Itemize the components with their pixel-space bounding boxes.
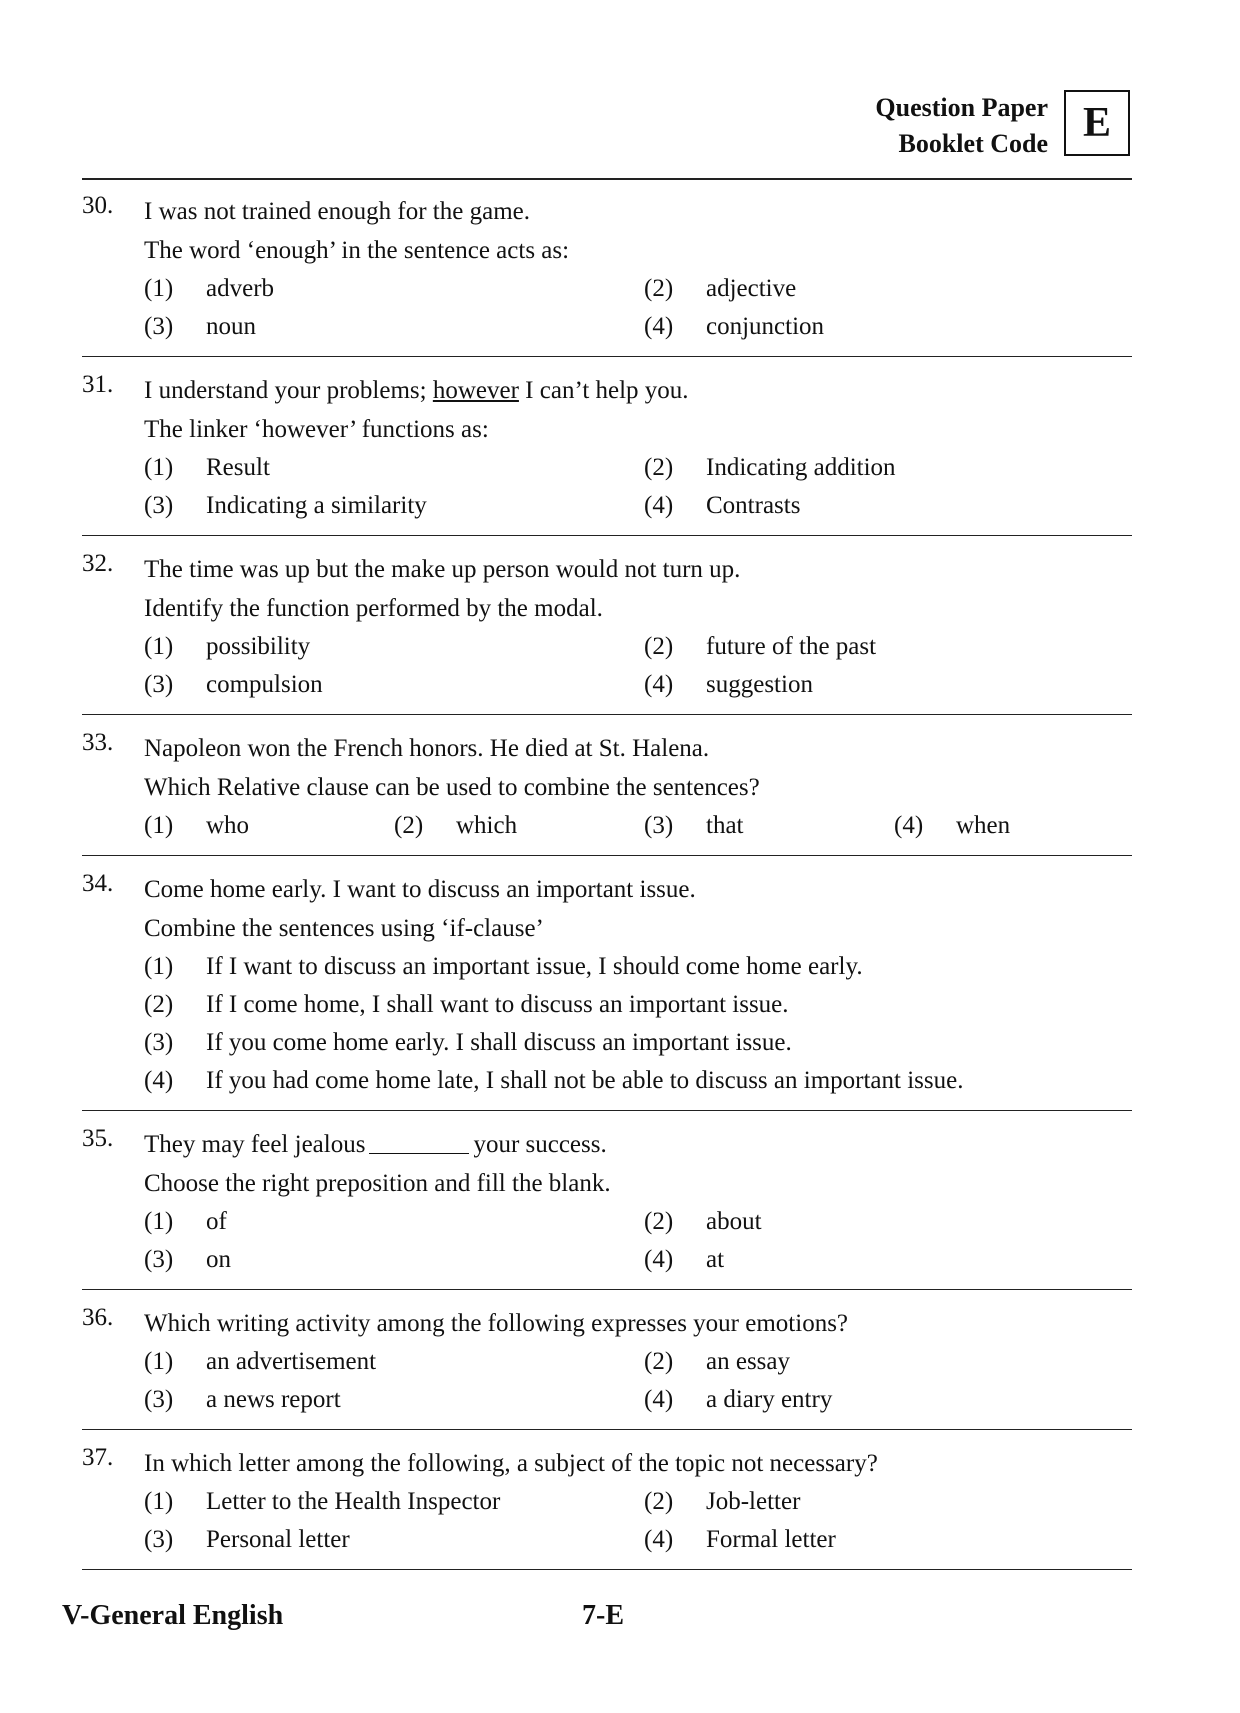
option-text: adjective xyxy=(706,275,797,302)
option-number: (4) xyxy=(644,1526,674,1553)
option-number: (2) xyxy=(394,812,424,839)
option-3[interactable] xyxy=(144,1241,644,1279)
option-text: about xyxy=(706,1208,762,1235)
option-text: that xyxy=(706,812,744,839)
option-number: (1) xyxy=(144,275,174,302)
question-32 xyxy=(82,536,1132,715)
option-number: (3) xyxy=(644,812,674,839)
label-line-1: Question Paper xyxy=(875,93,1048,122)
option-2[interactable] xyxy=(644,1343,1144,1381)
option-text: an advertisement xyxy=(206,1348,377,1375)
option-number: (2) xyxy=(644,633,674,660)
option-4[interactable] xyxy=(644,308,1144,346)
option-text: future of the past xyxy=(706,633,877,660)
option-3[interactable] xyxy=(144,1521,644,1559)
question-stem: Come home early. I want to discuss an important issue. xyxy=(144,876,696,903)
option-4[interactable] xyxy=(644,1521,1144,1559)
question-34 xyxy=(82,856,1132,1111)
option-number: (1) xyxy=(144,1488,174,1515)
option-text: an essay xyxy=(706,1348,790,1375)
option-text: If you come home early. I shall discuss an important issue. xyxy=(206,1029,792,1056)
option-text: on xyxy=(206,1246,231,1273)
question-number: 34. xyxy=(82,870,114,897)
option-1[interactable] xyxy=(144,449,644,487)
option-text: Personal letter xyxy=(206,1526,350,1553)
stem-part: I can’t help you. xyxy=(518,377,689,404)
footer-page-number: 7-E xyxy=(582,1600,624,1631)
stem-part: I understand your problems; xyxy=(144,377,433,404)
underlined-word: however xyxy=(432,377,519,404)
question-number: 30. xyxy=(82,192,114,219)
option-text: If you had come home late, I shall not be able to discuss an important issue. xyxy=(206,1067,964,1094)
option-number: (3) xyxy=(144,671,174,698)
option-text: Result xyxy=(206,454,270,481)
option-4[interactable] xyxy=(144,1062,1144,1100)
option-text: a news report xyxy=(206,1386,341,1413)
option-text: of xyxy=(206,1208,227,1235)
option-1[interactable] xyxy=(144,1203,644,1241)
option-number: (1) xyxy=(144,1348,174,1375)
option-2[interactable] xyxy=(644,1203,1144,1241)
option-4[interactable] xyxy=(894,807,1144,845)
question-stem: In which letter among the following, a subject of the topic not necessary? xyxy=(144,1450,878,1477)
option-3[interactable] xyxy=(144,1381,644,1419)
option-3[interactable] xyxy=(144,308,644,346)
option-number: (1) xyxy=(144,633,174,660)
question-stem: Which writing activity among the following expresses your emotions? xyxy=(144,1310,849,1337)
option-number: (1) xyxy=(144,812,174,839)
option-number: (2) xyxy=(644,1208,674,1235)
option-1[interactable] xyxy=(144,270,644,308)
option-text: a diary entry xyxy=(706,1386,833,1413)
option-2[interactable] xyxy=(644,1483,1144,1521)
question-number: 32. xyxy=(82,550,114,577)
option-number: (1) xyxy=(144,454,174,481)
option-number: (4) xyxy=(644,1246,674,1273)
option-2[interactable] xyxy=(644,628,1144,666)
option-1[interactable] xyxy=(144,1483,644,1521)
option-2[interactable] xyxy=(144,986,1144,1024)
option-3[interactable] xyxy=(144,666,644,704)
option-text: at xyxy=(706,1246,725,1273)
option-2[interactable] xyxy=(644,449,1144,487)
question-37 xyxy=(82,1430,1132,1570)
question-stem xyxy=(144,371,1132,410)
question-prompt: Combine the sentences using ‘if-clause’ xyxy=(144,915,544,942)
option-4[interactable] xyxy=(644,487,1144,525)
option-text: who xyxy=(206,812,250,839)
option-text: If I come home, I shall want to discuss an important issue. xyxy=(206,991,789,1018)
option-text: Formal letter xyxy=(706,1526,836,1553)
question-number: 37. xyxy=(82,1444,114,1471)
option-text: possibility xyxy=(206,633,311,660)
option-4[interactable] xyxy=(644,1241,1144,1279)
stem-part: your success. xyxy=(473,1131,607,1158)
question-prompt: Choose the right preposition and fill the blank. xyxy=(144,1170,611,1197)
question-number: 33. xyxy=(82,729,114,756)
option-text: when xyxy=(956,812,1011,839)
stem-part: They may feel jealous xyxy=(144,1131,366,1158)
page-footer xyxy=(62,1600,1130,1640)
question-30 xyxy=(82,178,1132,357)
question-stem: I was not trained enough for the game. xyxy=(144,198,530,225)
option-text: Contrasts xyxy=(706,492,801,519)
question-list xyxy=(82,178,1132,1570)
question-number: 31. xyxy=(82,371,114,398)
booklet-code-label xyxy=(828,90,1048,162)
option-1[interactable] xyxy=(144,1343,644,1381)
option-text: compulsion xyxy=(206,671,323,698)
option-number: (2) xyxy=(644,1348,674,1375)
option-number: (3) xyxy=(144,1029,174,1056)
option-number: (3) xyxy=(144,1386,174,1413)
label-line-2: Booklet Code xyxy=(898,129,1048,158)
option-3[interactable] xyxy=(144,487,644,525)
question-stem: The time was up but the make up person would not turn up. xyxy=(144,556,741,583)
option-number: (4) xyxy=(644,671,674,698)
option-3[interactable] xyxy=(644,807,894,845)
question-33 xyxy=(82,715,1132,856)
question-prompt: The linker ‘however’ functions as: xyxy=(144,416,489,443)
question-prompt: The word ‘enough’ in the sentence acts as: xyxy=(144,237,570,264)
option-4[interactable] xyxy=(644,1381,1144,1419)
option-text: suggestion xyxy=(706,671,813,698)
option-number: (2) xyxy=(644,275,674,302)
question-stem: Napoleon won the French honors. He died at St. Halena. xyxy=(144,735,710,762)
option-text: Job-letter xyxy=(706,1488,801,1515)
option-text: Indicating addition xyxy=(706,454,896,481)
question-number: 35. xyxy=(82,1125,114,1152)
option-number: (3) xyxy=(144,492,174,519)
option-1[interactable] xyxy=(144,628,644,666)
option-2[interactable] xyxy=(394,807,644,845)
fill-blank xyxy=(369,1131,469,1154)
question-35 xyxy=(82,1111,1132,1290)
option-text: Indicating a similarity xyxy=(206,492,427,519)
option-number: (2) xyxy=(144,991,174,1018)
option-number: (4) xyxy=(644,313,674,340)
option-number: (2) xyxy=(644,454,674,481)
option-number: (2) xyxy=(644,1488,674,1515)
option-number: (3) xyxy=(144,1526,174,1553)
option-text: conjunction xyxy=(706,313,825,340)
option-3[interactable] xyxy=(144,1024,1144,1062)
option-1[interactable] xyxy=(144,948,1144,986)
option-number: (1) xyxy=(144,1208,174,1235)
booklet-code-box: E xyxy=(1064,90,1130,156)
option-4[interactable] xyxy=(644,666,1144,704)
option-text: Letter to the Health Inspector xyxy=(206,1488,501,1515)
option-text: which xyxy=(456,812,518,839)
question-31 xyxy=(82,357,1132,536)
option-text: adverb xyxy=(206,275,275,302)
option-number: (3) xyxy=(144,1246,174,1273)
option-text: noun xyxy=(206,313,256,340)
question-36 xyxy=(82,1290,1132,1430)
option-number: (1) xyxy=(144,953,174,980)
option-number: (3) xyxy=(144,313,174,340)
option-number: (4) xyxy=(894,812,924,839)
footer-subject: V-General English xyxy=(62,1600,284,1631)
option-number: (4) xyxy=(644,492,674,519)
question-prompt: Identify the function performed by the modal. xyxy=(144,595,603,622)
option-number: (4) xyxy=(144,1067,174,1094)
question-number: 36. xyxy=(82,1304,114,1331)
question-stem xyxy=(144,1125,1132,1164)
option-number: (4) xyxy=(644,1386,674,1413)
question-prompt: Which Relative clause can be used to combine the sentences? xyxy=(144,774,760,801)
option-text: If I want to discuss an important issue, I should come home early. xyxy=(206,953,863,980)
option-2[interactable] xyxy=(644,270,1144,308)
option-1[interactable] xyxy=(144,807,394,845)
